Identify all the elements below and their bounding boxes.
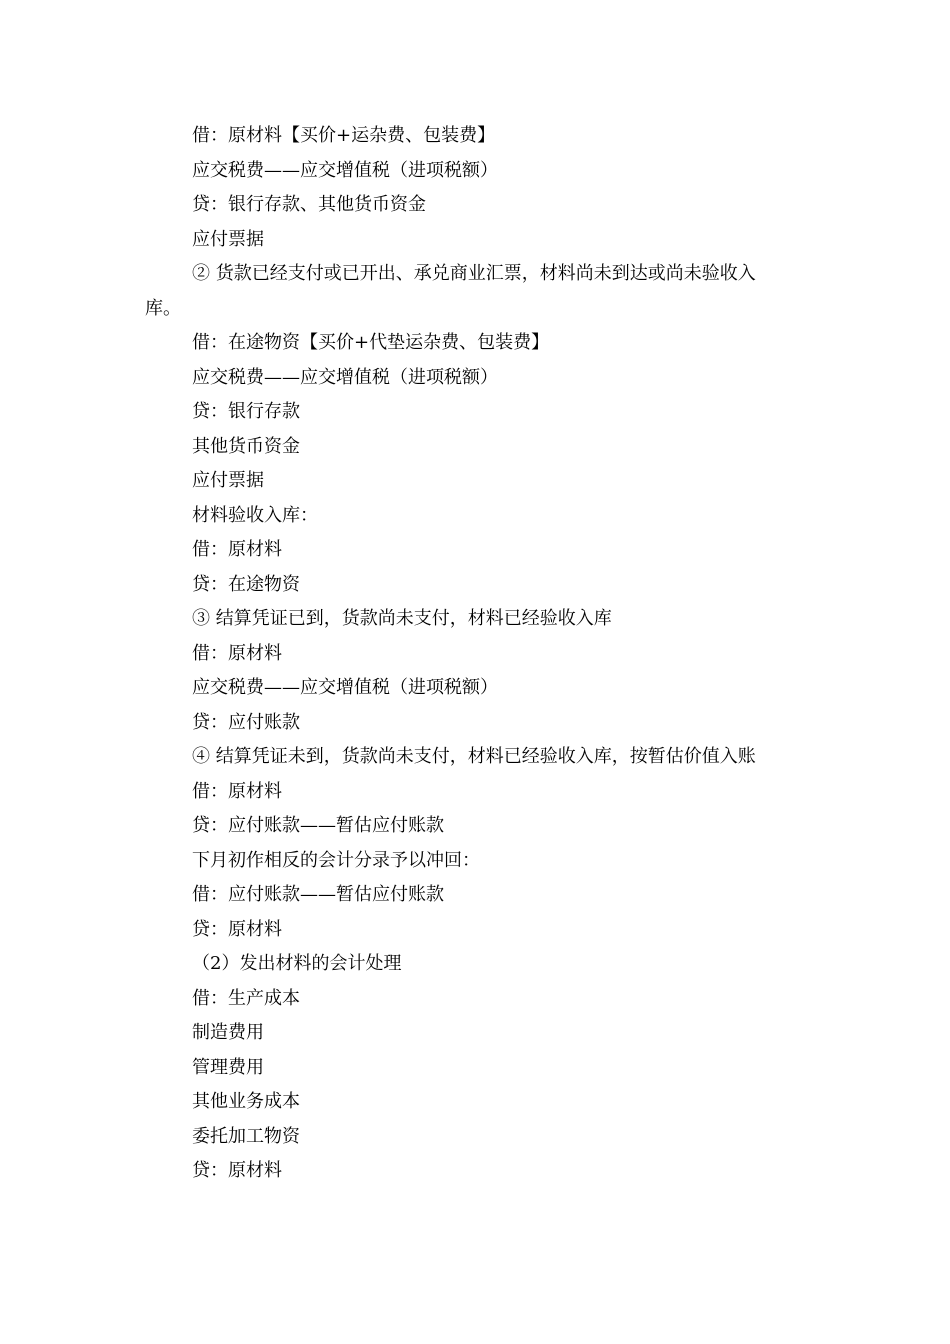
text-line: 贷：银行存款 xyxy=(192,401,300,422)
text-line: 贷：在途物资 xyxy=(192,573,300,595)
text-line: 借：原材料【买价+运杂费、包装费】 xyxy=(192,125,496,146)
text-line: 应交税费——应交增值税（进项税额） xyxy=(192,366,498,388)
text-line: 贷：原材料 xyxy=(192,918,282,940)
text-line: 贷：应付账款 xyxy=(192,711,300,733)
text-line: ④ 结算凭证未到，货款尚未支付，材料已经验收入库，按暂估价值入账 xyxy=(192,746,756,767)
text-line: ② 货款已经支付或已开出、承兑商业汇票，材料尚未到达或尚未验收入 xyxy=(192,263,756,284)
document-body xyxy=(145,119,805,1189)
text-line: 贷：应付账款——暂估应付账款 xyxy=(192,815,444,836)
text-line: 下月初作相反的会计分录予以冲回： xyxy=(192,849,480,871)
text-line: 贷：原材料 xyxy=(192,1160,282,1181)
text-line: 管理费用 xyxy=(192,1056,264,1078)
text-line: 制造费用 xyxy=(192,1022,264,1043)
text-line: 其他业务成本 xyxy=(192,1091,300,1112)
text-line: 材料验收入库： xyxy=(192,504,318,526)
text-line: 应交税费——应交增值税（进项税额） xyxy=(192,159,498,181)
text-line: 其他货币资金 xyxy=(192,435,300,457)
text-line: 借：在途物资【买价+代垫运杂费、包装费】 xyxy=(192,332,550,353)
text-line: ③ 结算凭证已到，货款尚未支付，材料已经验收入库 xyxy=(192,608,612,629)
text-line: 借：生产成本 xyxy=(192,987,300,1009)
text-line: 应付票据 xyxy=(192,228,264,250)
text-line-continuation: 库。 xyxy=(145,297,181,319)
text-line: 委托加工物资 xyxy=(192,1125,300,1147)
text-line: 借：原材料 xyxy=(192,642,282,664)
text-line: 借：应付账款——暂估应付账款 xyxy=(192,884,444,905)
text-line: 借：原材料 xyxy=(192,539,282,560)
text-line: （2）发出材料的会计处理 xyxy=(192,953,402,974)
text-line: 应付票据 xyxy=(192,470,264,491)
text-line: 应交税费——应交增值税（进项税额） xyxy=(192,677,498,698)
text-line: 贷：银行存款、其他货币资金 xyxy=(192,194,426,215)
text-line: 借：原材料 xyxy=(192,780,282,802)
